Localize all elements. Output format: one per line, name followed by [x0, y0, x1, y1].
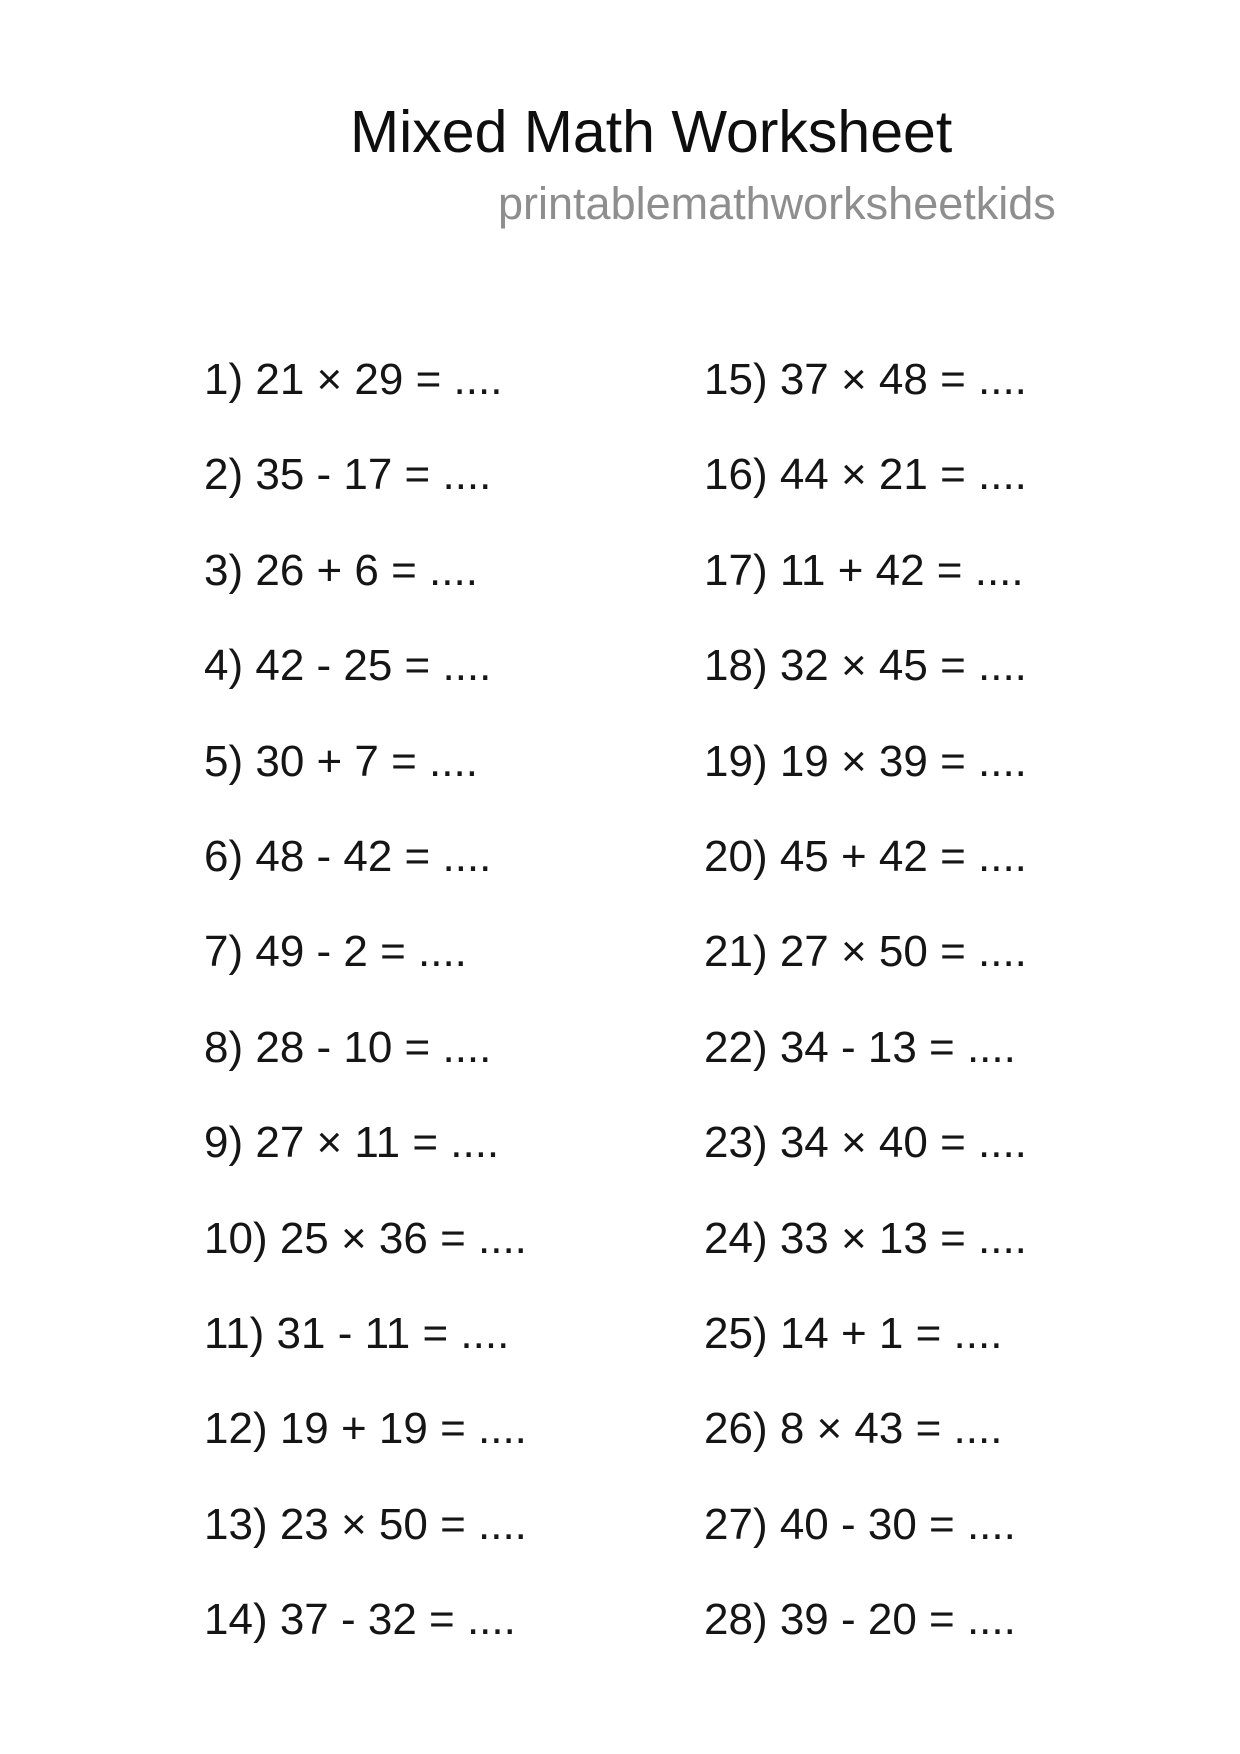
problem-item-15: 15) 37 × 48 = .... [704, 355, 1027, 404]
brand-watermark: printablemathworksheetkids [498, 178, 1056, 229]
problem-item-7: 7) 49 - 2 = .... [204, 927, 467, 977]
problem-item-11: 11) 31 - 11 = .... [204, 1308, 510, 1358]
problem-item-8: 8) 28 - 10 = .... [204, 1022, 492, 1072]
problem-item-28: 28) 39 - 20 = .... [704, 1595, 1016, 1645]
problem-item-9: 9) 27 × 11 = .... [204, 1118, 500, 1168]
problem-item-24: 24) 33 × 13 = .... [704, 1213, 1027, 1263]
problem-item-25: 25) 14 + 1 = .... [704, 1308, 1003, 1358]
problem-item-23: 23) 34 × 40 = .... [704, 1118, 1027, 1168]
problem-item-19: 19) 19 × 39 = .... [704, 736, 1027, 786]
problem-item-6: 6) 48 - 42 = .... [204, 831, 492, 881]
problem-item-21: 21) 27 × 50 = .... [704, 927, 1027, 977]
problem-item-27: 27) 40 - 30 = .... [704, 1499, 1016, 1549]
problem-item-2: 2) 35 - 17 = .... [204, 450, 492, 500]
problem-item-4: 4) 42 - 25 = .... [204, 641, 492, 691]
problem-item-13: 13) 23 × 50 = .... [204, 1499, 527, 1549]
problems-column-left [204, 332, 527, 1667]
problem-item-17: 17) 11 + 42 = .... [704, 545, 1024, 595]
page-title: Mixed Math Worksheet [350, 99, 953, 165]
problems-column-right [704, 332, 1027, 1667]
problem-item-3: 3) 26 + 6 = .... [204, 545, 478, 595]
problem-item-20: 20) 45 + 42 = .... [704, 831, 1027, 881]
problem-item-22: 22) 34 - 13 = .... [704, 1022, 1016, 1072]
problem-item-5: 5) 30 + 7 = .... [204, 736, 478, 786]
problem-item-16: 16) 44 × 21 = .... [704, 450, 1027, 500]
problem-item-12: 12) 19 + 19 = .... [204, 1404, 527, 1454]
problem-item-14: 14) 37 - 32 = .... [204, 1595, 516, 1645]
problem-item-1: 1) 21 × 29 = .... [204, 355, 503, 404]
problem-item-18: 18) 32 × 45 = .... [704, 641, 1027, 691]
problem-item-26: 26) 8 × 43 = .... [704, 1404, 1003, 1454]
problem-item-10: 10) 25 × 36 = .... [204, 1213, 527, 1263]
